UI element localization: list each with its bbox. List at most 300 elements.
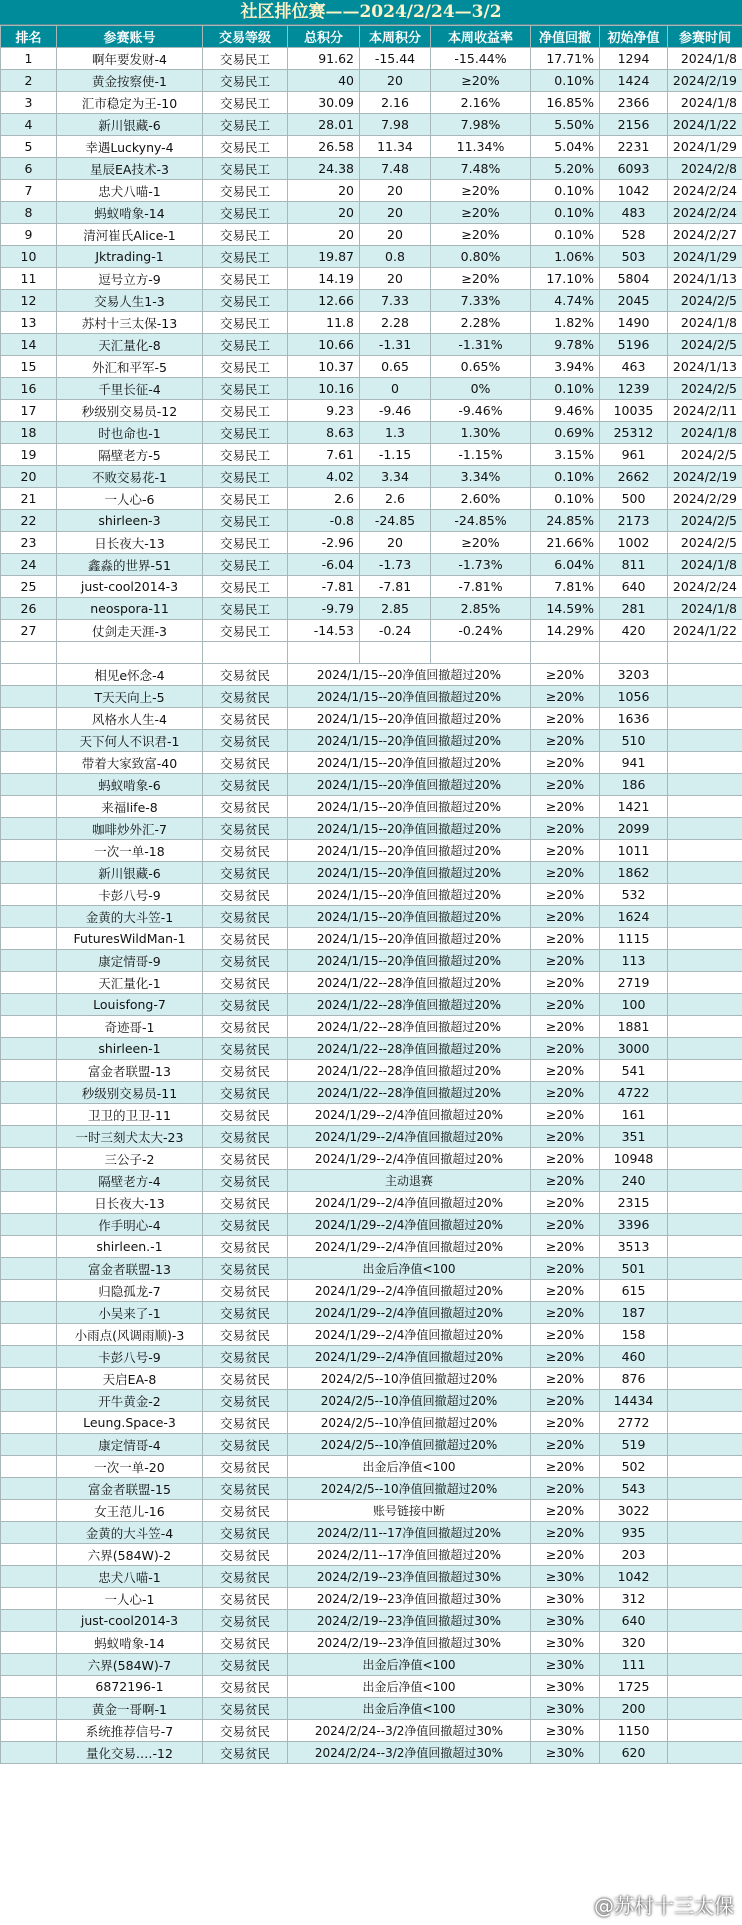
table-row — [1, 444, 742, 466]
cell-level: 交易贫民 — [203, 1104, 288, 1126]
cell-account: shirleen.-1 — [57, 1236, 203, 1258]
cell-account: FuturesWildMan-1 — [57, 928, 203, 950]
table-row — [1, 92, 742, 114]
cell-week-score: 2.85 — [360, 598, 431, 620]
cell-rank-empty — [1, 1192, 57, 1214]
cell-drawdown: 14.59% — [531, 598, 600, 620]
cell-level: 交易贫民 — [203, 752, 288, 774]
cell-join-date: 2024/1/8 — [668, 422, 742, 444]
cell-account: 康定情哥-4 — [57, 1434, 203, 1456]
cell-rank: 18 — [1, 422, 57, 444]
cell-join-date-empty — [668, 1676, 742, 1698]
cell-elimination-reason: 2024/1/29--2/4净值回撤超过20% — [288, 1280, 531, 1302]
table-row — [1, 114, 742, 136]
cell-drawdown: 9.78% — [531, 334, 600, 356]
cell-level: 交易民工 — [203, 554, 288, 576]
cell-rank: 21 — [1, 488, 57, 510]
table-row — [1, 1676, 742, 1698]
table-row — [1, 620, 742, 642]
cell-join-date: 2024/2/24 — [668, 180, 742, 202]
cell-initial-equity: 2099 — [600, 818, 668, 840]
cell-level: 交易民工 — [203, 378, 288, 400]
cell-total-score: -0.8 — [288, 510, 360, 532]
cell-account: 黄金一哥啊-1 — [57, 1698, 203, 1720]
cell-level: 交易民工 — [203, 158, 288, 180]
table-row — [1, 290, 742, 312]
cell-drawdown: ≥20% — [531, 1170, 600, 1192]
cell-level: 交易贫民 — [203, 1280, 288, 1302]
cell-account: 作手明心-4 — [57, 1214, 203, 1236]
cell-initial-equity: 1624 — [600, 906, 668, 928]
cell-rank-empty — [1, 818, 57, 840]
cell-join-date: 2024/2/27 — [668, 224, 742, 246]
cell-level: 交易民工 — [203, 268, 288, 290]
cell-total-score: -6.04 — [288, 554, 360, 576]
cell-level: 交易贫民 — [203, 1346, 288, 1368]
cell-account: 一次一单-20 — [57, 1456, 203, 1478]
cell-week-return: 0.80% — [431, 246, 531, 268]
cell-week-return: 0.65% — [431, 356, 531, 378]
table-row — [1, 312, 742, 334]
cell-level: 交易民工 — [203, 334, 288, 356]
cell-rank: 14 — [1, 334, 57, 356]
cell-join-date-empty — [668, 1170, 742, 1192]
table-row — [1, 1060, 742, 1082]
cell-account: shirleen-3 — [57, 510, 203, 532]
cell-level: 交易贫民 — [203, 840, 288, 862]
table-row — [1, 1566, 742, 1588]
cell-rank-empty — [1, 928, 57, 950]
cell-week-return: 2.16% — [431, 92, 531, 114]
cell-join-date-empty — [668, 1412, 742, 1434]
cell-initial-equity: 420 — [600, 620, 668, 642]
cell-initial-equity: 2772 — [600, 1412, 668, 1434]
cell-join-date-empty — [668, 1192, 742, 1214]
cell-initial-equity: 640 — [600, 576, 668, 598]
cell-initial-equity: 876 — [600, 1368, 668, 1390]
cell-initial-equity: 10035 — [600, 400, 668, 422]
cell-account: 小雨点(风调雨顺)-3 — [57, 1324, 203, 1346]
cell-level: 交易贫民 — [203, 972, 288, 994]
cell-total-score: 91.62 — [288, 48, 360, 70]
table-row — [1, 1214, 742, 1236]
cell-level: 交易贫民 — [203, 1566, 288, 1588]
table-row — [1, 1500, 742, 1522]
cell-initial-equity: 2719 — [600, 972, 668, 994]
cell-account: 蚂蚁啃象-14 — [57, 202, 203, 224]
cell-drawdown: ≥20% — [531, 752, 600, 774]
cell-total-score: 8.63 — [288, 422, 360, 444]
cell-drawdown: 3.15% — [531, 444, 600, 466]
cell-account: Louisfong-7 — [57, 994, 203, 1016]
cell-account: 一人心-6 — [57, 488, 203, 510]
cell-initial-equity: 1421 — [600, 796, 668, 818]
table-row — [1, 422, 742, 444]
cell-total-score: 26.58 — [288, 136, 360, 158]
cell-level: 交易民工 — [203, 422, 288, 444]
cell-drawdown: ≥20% — [531, 1346, 600, 1368]
cell-drawdown: 6.04% — [531, 554, 600, 576]
cell-account: 不败交易花-1 — [57, 466, 203, 488]
cell-initial-equity: 1862 — [600, 862, 668, 884]
cell-join-date: 2024/2/5 — [668, 444, 742, 466]
cell-level: 交易贫民 — [203, 818, 288, 840]
cell-account: 一时三刻犬太大-23 — [57, 1126, 203, 1148]
cell-rank-empty — [1, 972, 57, 994]
cell-rank: 16 — [1, 378, 57, 400]
cell-join-date-empty — [668, 1456, 742, 1478]
cell-rank-empty — [1, 796, 57, 818]
cell-drawdown: ≥20% — [531, 1038, 600, 1060]
cell-elimination-reason: 出金后净值<100 — [288, 1654, 531, 1676]
cell-total-score: -2.96 — [288, 532, 360, 554]
cell-elimination-reason: 2024/1/29--2/4净值回撤超过20% — [288, 1192, 531, 1214]
cell-join-date: 2024/1/8 — [668, 312, 742, 334]
table-row — [1, 70, 742, 92]
cell-rank-empty — [1, 686, 57, 708]
cell-join-date: 2024/2/5 — [668, 290, 742, 312]
cell-initial-equity: 500 — [600, 488, 668, 510]
cell-rank-empty — [1, 708, 57, 730]
cell-level: 交易贫民 — [203, 1258, 288, 1280]
cell-elimination-reason: 2024/1/15--20净值回撤超过20% — [288, 730, 531, 752]
cell-rank: 24 — [1, 554, 57, 576]
table-row — [1, 1720, 742, 1742]
header-drawdown: 净值回撤 — [531, 26, 600, 48]
cell-drawdown: ≥20% — [531, 1082, 600, 1104]
cell-total-score: 2.6 — [288, 488, 360, 510]
cell-total-score: 12.66 — [288, 290, 360, 312]
cell-level: 交易贫民 — [203, 1038, 288, 1060]
cell-week-return: ≥20% — [431, 202, 531, 224]
cell-rank-empty — [1, 1390, 57, 1412]
cell-level: 交易贫民 — [203, 1742, 288, 1764]
cell-rank: 3 — [1, 92, 57, 114]
cell-join-date-empty — [668, 1544, 742, 1566]
cell-initial-equity: 502 — [600, 1456, 668, 1478]
cell-week-score: 3.34 — [360, 466, 431, 488]
cell-drawdown: ≥20% — [531, 862, 600, 884]
cell-drawdown: 0.10% — [531, 70, 600, 92]
cell-elimination-reason: 2024/2/19--23净值回撤超过30% — [288, 1632, 531, 1654]
cell-account: 卫卫的卫卫-11 — [57, 1104, 203, 1126]
cell-account: 秒级别交易员-11 — [57, 1082, 203, 1104]
cell-drawdown: ≥30% — [531, 1698, 600, 1720]
cell-drawdown: ≥20% — [531, 972, 600, 994]
cell-join-date-empty — [668, 1654, 742, 1676]
table-row — [1, 950, 742, 972]
cell-join-date-empty — [668, 1236, 742, 1258]
cell-rank-empty — [1, 1236, 57, 1258]
cell-rank-empty — [1, 906, 57, 928]
cell-initial-equity: 187 — [600, 1302, 668, 1324]
cell-elimination-reason: 2024/1/22--28净值回撤超过20% — [288, 1016, 531, 1038]
table-row — [1, 532, 742, 554]
table-row — [1, 1390, 742, 1412]
cell-join-date-empty — [668, 1016, 742, 1038]
cell-level: 交易贫民 — [203, 1324, 288, 1346]
cell-initial-equity: 811 — [600, 554, 668, 576]
cell-join-date-empty — [668, 1302, 742, 1324]
cell-initial-equity: 510 — [600, 730, 668, 752]
table-row — [1, 1280, 742, 1302]
cell-level: 交易贫民 — [203, 950, 288, 972]
cell-join-date-empty — [668, 1126, 742, 1148]
table-row — [1, 246, 742, 268]
table-row — [1, 1170, 742, 1192]
cell-account: 天下何人不识君-1 — [57, 730, 203, 752]
cell-initial-equity: 1294 — [600, 48, 668, 70]
cell-level: 交易贫民 — [203, 1544, 288, 1566]
cell-elimination-reason: 2024/1/29--2/4净值回撤超过20% — [288, 1126, 531, 1148]
cell-join-date: 2024/1/13 — [668, 356, 742, 378]
cell-join-date-empty — [668, 1522, 742, 1544]
cell-rank-empty — [1, 774, 57, 796]
cell-initial-equity: 1042 — [600, 1566, 668, 1588]
cell-level: 交易贫民 — [203, 1610, 288, 1632]
cell-rank: 13 — [1, 312, 57, 334]
table-row — [1, 1302, 742, 1324]
cell-elimination-reason: 2024/2/5--10净值回撤超过20% — [288, 1390, 531, 1412]
cell-join-date: 2024/2/19 — [668, 70, 742, 92]
cell-initial-equity: 620 — [600, 1742, 668, 1764]
cell-level: 交易民工 — [203, 48, 288, 70]
cell-week-score: -0.24 — [360, 620, 431, 642]
cell-elimination-reason: 2024/1/22--28净值回撤超过20% — [288, 972, 531, 994]
table-row — [1, 1434, 742, 1456]
cell-level: 交易民工 — [203, 400, 288, 422]
cell-join-date: 2024/2/11 — [668, 400, 742, 422]
cell-week-score: 20 — [360, 70, 431, 92]
cell-level: 交易民工 — [203, 70, 288, 92]
cell-rank: 20 — [1, 466, 57, 488]
cell-rank-empty — [1, 950, 57, 972]
cell-account: 天启EA-8 — [57, 1368, 203, 1390]
cell-account: 新川银藏-6 — [57, 862, 203, 884]
cell-elimination-reason: 2024/1/15--20净值回撤超过20% — [288, 708, 531, 730]
cell-rank-empty — [1, 1082, 57, 1104]
table-row — [1, 1192, 742, 1214]
cell-join-date: 2024/1/29 — [668, 136, 742, 158]
cell-account: 苏村十三太保-13 — [57, 312, 203, 334]
cell-rank-empty — [1, 1038, 57, 1060]
cell-account: 鑫淼的世界-51 — [57, 554, 203, 576]
cell-level: 交易民工 — [203, 290, 288, 312]
cell-account: 金黄的大斗笠-1 — [57, 906, 203, 928]
cell-level: 交易贫民 — [203, 1588, 288, 1610]
cell-initial-equity: 281 — [600, 598, 668, 620]
cell-drawdown: ≥30% — [531, 1632, 600, 1654]
header-rank: 排名 — [1, 26, 57, 48]
cell-level: 交易贫民 — [203, 730, 288, 752]
cell-level: 交易贫民 — [203, 1126, 288, 1148]
cell-elimination-reason: 2024/1/15--20净值回撤超过20% — [288, 840, 531, 862]
cell-join-date-empty — [668, 950, 742, 972]
cell-elimination-reason: 2024/1/15--20净值回撤超过20% — [288, 928, 531, 950]
cell-elimination-reason: 出金后净值<100 — [288, 1456, 531, 1478]
cell-elimination-reason: 2024/2/19--23净值回撤超过30% — [288, 1610, 531, 1632]
cell-week-score: -9.46 — [360, 400, 431, 422]
cell-rank: 26 — [1, 598, 57, 620]
cell-level: 交易民工 — [203, 356, 288, 378]
cell-week-return: -1.31% — [431, 334, 531, 356]
cell-join-date-empty — [668, 928, 742, 950]
cell-rank: 27 — [1, 620, 57, 642]
cell-week-return: 2.85% — [431, 598, 531, 620]
cell-account: 带着大家致富-40 — [57, 752, 203, 774]
cell-drawdown: ≥30% — [531, 1654, 600, 1676]
cell-join-date-empty — [668, 686, 742, 708]
cell-join-date-empty — [668, 1698, 742, 1720]
table-row — [1, 1478, 742, 1500]
cell-account: just-cool2014-3 — [57, 1610, 203, 1632]
cell-rank: 8 — [1, 202, 57, 224]
cell-account: 逗号立方-9 — [57, 268, 203, 290]
cell-join-date: 2024/2/19 — [668, 466, 742, 488]
table-row — [1, 1016, 742, 1038]
cell-total-score: 10.66 — [288, 334, 360, 356]
cell-level: 交易贫民 — [203, 1412, 288, 1434]
ranking-table — [0, 25, 742, 1764]
cell-initial-equity: 519 — [600, 1434, 668, 1456]
ranked-rows — [1, 48, 742, 642]
cell-elimination-reason: 2024/1/15--20净值回撤超过20% — [288, 774, 531, 796]
cell-total-score: 20 — [288, 202, 360, 224]
cell-drawdown: 7.81% — [531, 576, 600, 598]
cell-drawdown: ≥20% — [531, 1500, 600, 1522]
cell-account: 女王范儿-16 — [57, 1500, 203, 1522]
cell-initial-equity: 6093 — [600, 158, 668, 180]
cell-drawdown: ≥20% — [531, 664, 600, 686]
cell-join-date-empty — [668, 708, 742, 730]
cell-elimination-reason: 2024/1/29--2/4净值回撤超过20% — [288, 1302, 531, 1324]
cell-elimination-reason: 2024/1/29--2/4净值回撤超过20% — [288, 1236, 531, 1258]
cell-drawdown: ≥20% — [531, 1412, 600, 1434]
cell-week-return: 0% — [431, 378, 531, 400]
cell-join-date-empty — [668, 1632, 742, 1654]
table-row — [1, 1236, 742, 1258]
cell-rank-empty — [1, 752, 57, 774]
cell-level: 交易贫民 — [203, 1390, 288, 1412]
cell-initial-equity: 615 — [600, 1280, 668, 1302]
table-row — [1, 818, 742, 840]
cell-elimination-reason: 2024/2/19--23净值回撤超过30% — [288, 1566, 531, 1588]
cell-account: 秒级别交易员-12 — [57, 400, 203, 422]
cell-join-date-empty — [668, 730, 742, 752]
cell-total-score: -7.81 — [288, 576, 360, 598]
cell-initial-equity: 1002 — [600, 532, 668, 554]
cell-level: 交易贫民 — [203, 928, 288, 950]
cell-join-date-empty — [668, 1324, 742, 1346]
cell-initial-equity: 1056 — [600, 686, 668, 708]
cell-week-score: 2.6 — [360, 488, 431, 510]
cell-initial-equity: 158 — [600, 1324, 668, 1346]
cell-rank-empty — [1, 1522, 57, 1544]
cell-elimination-reason: 2024/1/22--28净值回撤超过20% — [288, 994, 531, 1016]
cell-level: 交易民工 — [203, 466, 288, 488]
cell-rank: 5 — [1, 136, 57, 158]
cell-elimination-reason: 2024/1/15--20净值回撤超过20% — [288, 664, 531, 686]
table-row — [1, 1698, 742, 1720]
eliminated-rows — [1, 664, 742, 1764]
cell-total-score: 7.61 — [288, 444, 360, 466]
cell-total-score: 20 — [288, 224, 360, 246]
cell-level: 交易贫民 — [203, 1016, 288, 1038]
cell-join-date: 2024/1/22 — [668, 114, 742, 136]
cell-rank: 1 — [1, 48, 57, 70]
cell-join-date-empty — [668, 774, 742, 796]
cell-elimination-reason: 2024/1/15--20净值回撤超过20% — [288, 796, 531, 818]
table-row — [1, 1544, 742, 1566]
cell-initial-equity: 3203 — [600, 664, 668, 686]
cell-drawdown: ≥20% — [531, 1148, 600, 1170]
cell-drawdown: ≥20% — [531, 1434, 600, 1456]
cell-drawdown: 14.29% — [531, 620, 600, 642]
cell-account: 富金者联盟-13 — [57, 1258, 203, 1280]
cell-drawdown: ≥20% — [531, 730, 600, 752]
cell-rank-empty — [1, 1324, 57, 1346]
cell-level: 交易贫民 — [203, 1236, 288, 1258]
cell-level: 交易民工 — [203, 224, 288, 246]
sheet-title: 社区排位赛——2024/2/24—3/2 — [0, 0, 742, 25]
cell-account: 千里长征-4 — [57, 378, 203, 400]
cell-join-date-empty — [668, 796, 742, 818]
cell-elimination-reason: 2024/2/5--10净值回撤超过20% — [288, 1368, 531, 1390]
cell-week-return: ≥20% — [431, 180, 531, 202]
cell-week-score: 0.65 — [360, 356, 431, 378]
cell-rank: 4 — [1, 114, 57, 136]
table-row — [1, 1456, 742, 1478]
cell-level: 交易贫民 — [203, 884, 288, 906]
cell-initial-equity: 161 — [600, 1104, 668, 1126]
cell-level: 交易贫民 — [203, 796, 288, 818]
cell-account: 卡彭八号-9 — [57, 1346, 203, 1368]
table-row — [1, 862, 742, 884]
cell-elimination-reason: 2024/1/15--20净值回撤超过20% — [288, 818, 531, 840]
cell-join-date-empty — [668, 1742, 742, 1764]
cell-initial-equity: 2156 — [600, 114, 668, 136]
cell-initial-equity: 100 — [600, 994, 668, 1016]
cell-rank-empty — [1, 1676, 57, 1698]
cell-rank-empty — [1, 1368, 57, 1390]
header-level: 交易等级 — [203, 26, 288, 48]
cell-drawdown: ≥20% — [531, 1302, 600, 1324]
cell-drawdown: 24.85% — [531, 510, 600, 532]
cell-total-score: 9.23 — [288, 400, 360, 422]
cell-account: 外汇和平军-5 — [57, 356, 203, 378]
cell-level: 交易贫民 — [203, 1148, 288, 1170]
cell-rank: 7 — [1, 180, 57, 202]
cell-rank-empty — [1, 1148, 57, 1170]
cell-drawdown: 0.10% — [531, 378, 600, 400]
cell-drawdown: 5.20% — [531, 158, 600, 180]
cell-week-score: 2.16 — [360, 92, 431, 114]
cell-week-return: ≥20% — [431, 532, 531, 554]
cell-join-date: 2024/1/29 — [668, 246, 742, 268]
header-row — [1, 26, 742, 48]
cell-initial-equity: 935 — [600, 1522, 668, 1544]
cell-rank-empty — [1, 1258, 57, 1280]
cell-account: 时也命也-1 — [57, 422, 203, 444]
cell-initial-equity: 503 — [600, 246, 668, 268]
cell-elimination-reason: 2024/1/29--2/4净值回撤超过20% — [288, 1214, 531, 1236]
cell-rank-empty — [1, 1434, 57, 1456]
cell-drawdown: 5.04% — [531, 136, 600, 158]
cell-initial-equity: 3513 — [600, 1236, 668, 1258]
cell-account: 咖啡炒外汇-7 — [57, 818, 203, 840]
cell-week-score: 2.28 — [360, 312, 431, 334]
cell-elimination-reason: 2024/2/11--17净值回撤超过20% — [288, 1522, 531, 1544]
